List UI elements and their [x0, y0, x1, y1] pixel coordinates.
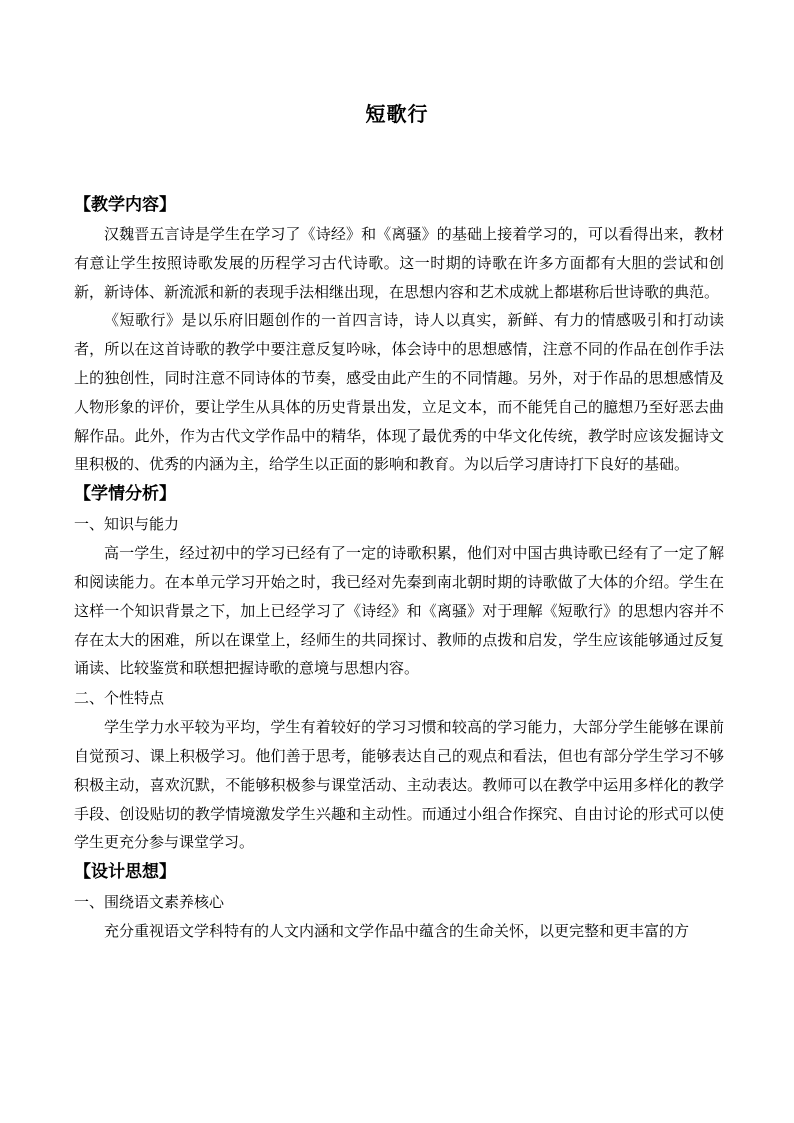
paragraph: 充分重视语文学科特有的人文内涵和文学作品中蕴含的生命关怀，以更完整和更丰富的方 [104, 922, 690, 941]
paragraph: 汉魏晋五言诗是学生在学习了《诗经》和《离骚》的基础上接着学习的，可以看得出来，教材有意让学生按照诗歌发展的历程学习古代诗歌。这一时期的诗歌在许多方面都有大胆的尝试和创新，新诗体、新流派和新的表现手法相继出现，在思想内容和艺术成就上都堪称后世诗歌的典范。 [74, 225, 724, 301]
subheading: 一、围绕语文素养核心 [74, 893, 225, 912]
section-heading-design-thought: 【设计思想】 [74, 862, 176, 883]
paragraph: 《短歌行》是以乐府旧题创作的一首四言诗，诗人以真实，新鲜、有力的情感吸引和打动读者，所以在这首诗歌的教学中要注意反复吟咏，体会诗中的思想感情，注意不同的作品在创作手法上的独创性，同时注意不同诗体的节奏，感受由此产生的不同情趣。另外，对于作品的思想感情及人物形象的评价，要让学生从具体的历史背景出发，立足文本，而不能凭自己的臆想乃至好恶去曲解作品。此外，作为古代文学作品中的精华，体现了最优秀的中华文化传统，教学时应该发掘诗文里积极的、优秀的内涵为主，给学生以正面的影响和教育。为以后学习唐诗打下良好的基础。 [74, 311, 724, 474]
document-title: 短歌行 [365, 102, 429, 126]
paragraph: 高一学生，经过初中的学习已经有了一定的诗歌积累，他们对中国古典诗歌已经有了一定了解和阅读能力。在本单元学习开始之时，我已经对先秦到南北朝时期的诗歌做了大体的介绍。学生在这样一个知识背景之下，加上已经学习了《诗经》和《离骚》对于理解《短歌行》的思想内容并不存在太大的困难，所以在课堂上，经师生的共同探讨、教师的点拨和启发，学生应该能够通过反复诵读、比较鉴赏和联想把握诗歌的意境与思想内容。 [74, 544, 724, 678]
section-heading-student-analysis: 【学情分析】 [74, 484, 176, 505]
subheading: 二、个性特点 [74, 689, 165, 708]
section-heading-teaching-content: 【教学内容】 [74, 195, 176, 215]
paragraph: 学生学力水平较为平均，学生有着较好的学习习惯和较高的学习能力，大部分学生能够在课前自觉预习、课上积极学习。他们善于思考，能够表达自己的观点和看法，但也有部分学生学习不够积极主动，喜欢沉默，不能够积极参与课堂活动、主动表达。教师可以在教学中运用多样化的教学手段、创设贴切的教学情境激发学生兴趣和主动性。而通过小组合作探究、自由讨论的形式可以使学生更充分参与课堂学习。 [74, 718, 724, 852]
document-body [74, 190, 724, 946]
subheading: 一、知识与能力 [74, 515, 180, 534]
